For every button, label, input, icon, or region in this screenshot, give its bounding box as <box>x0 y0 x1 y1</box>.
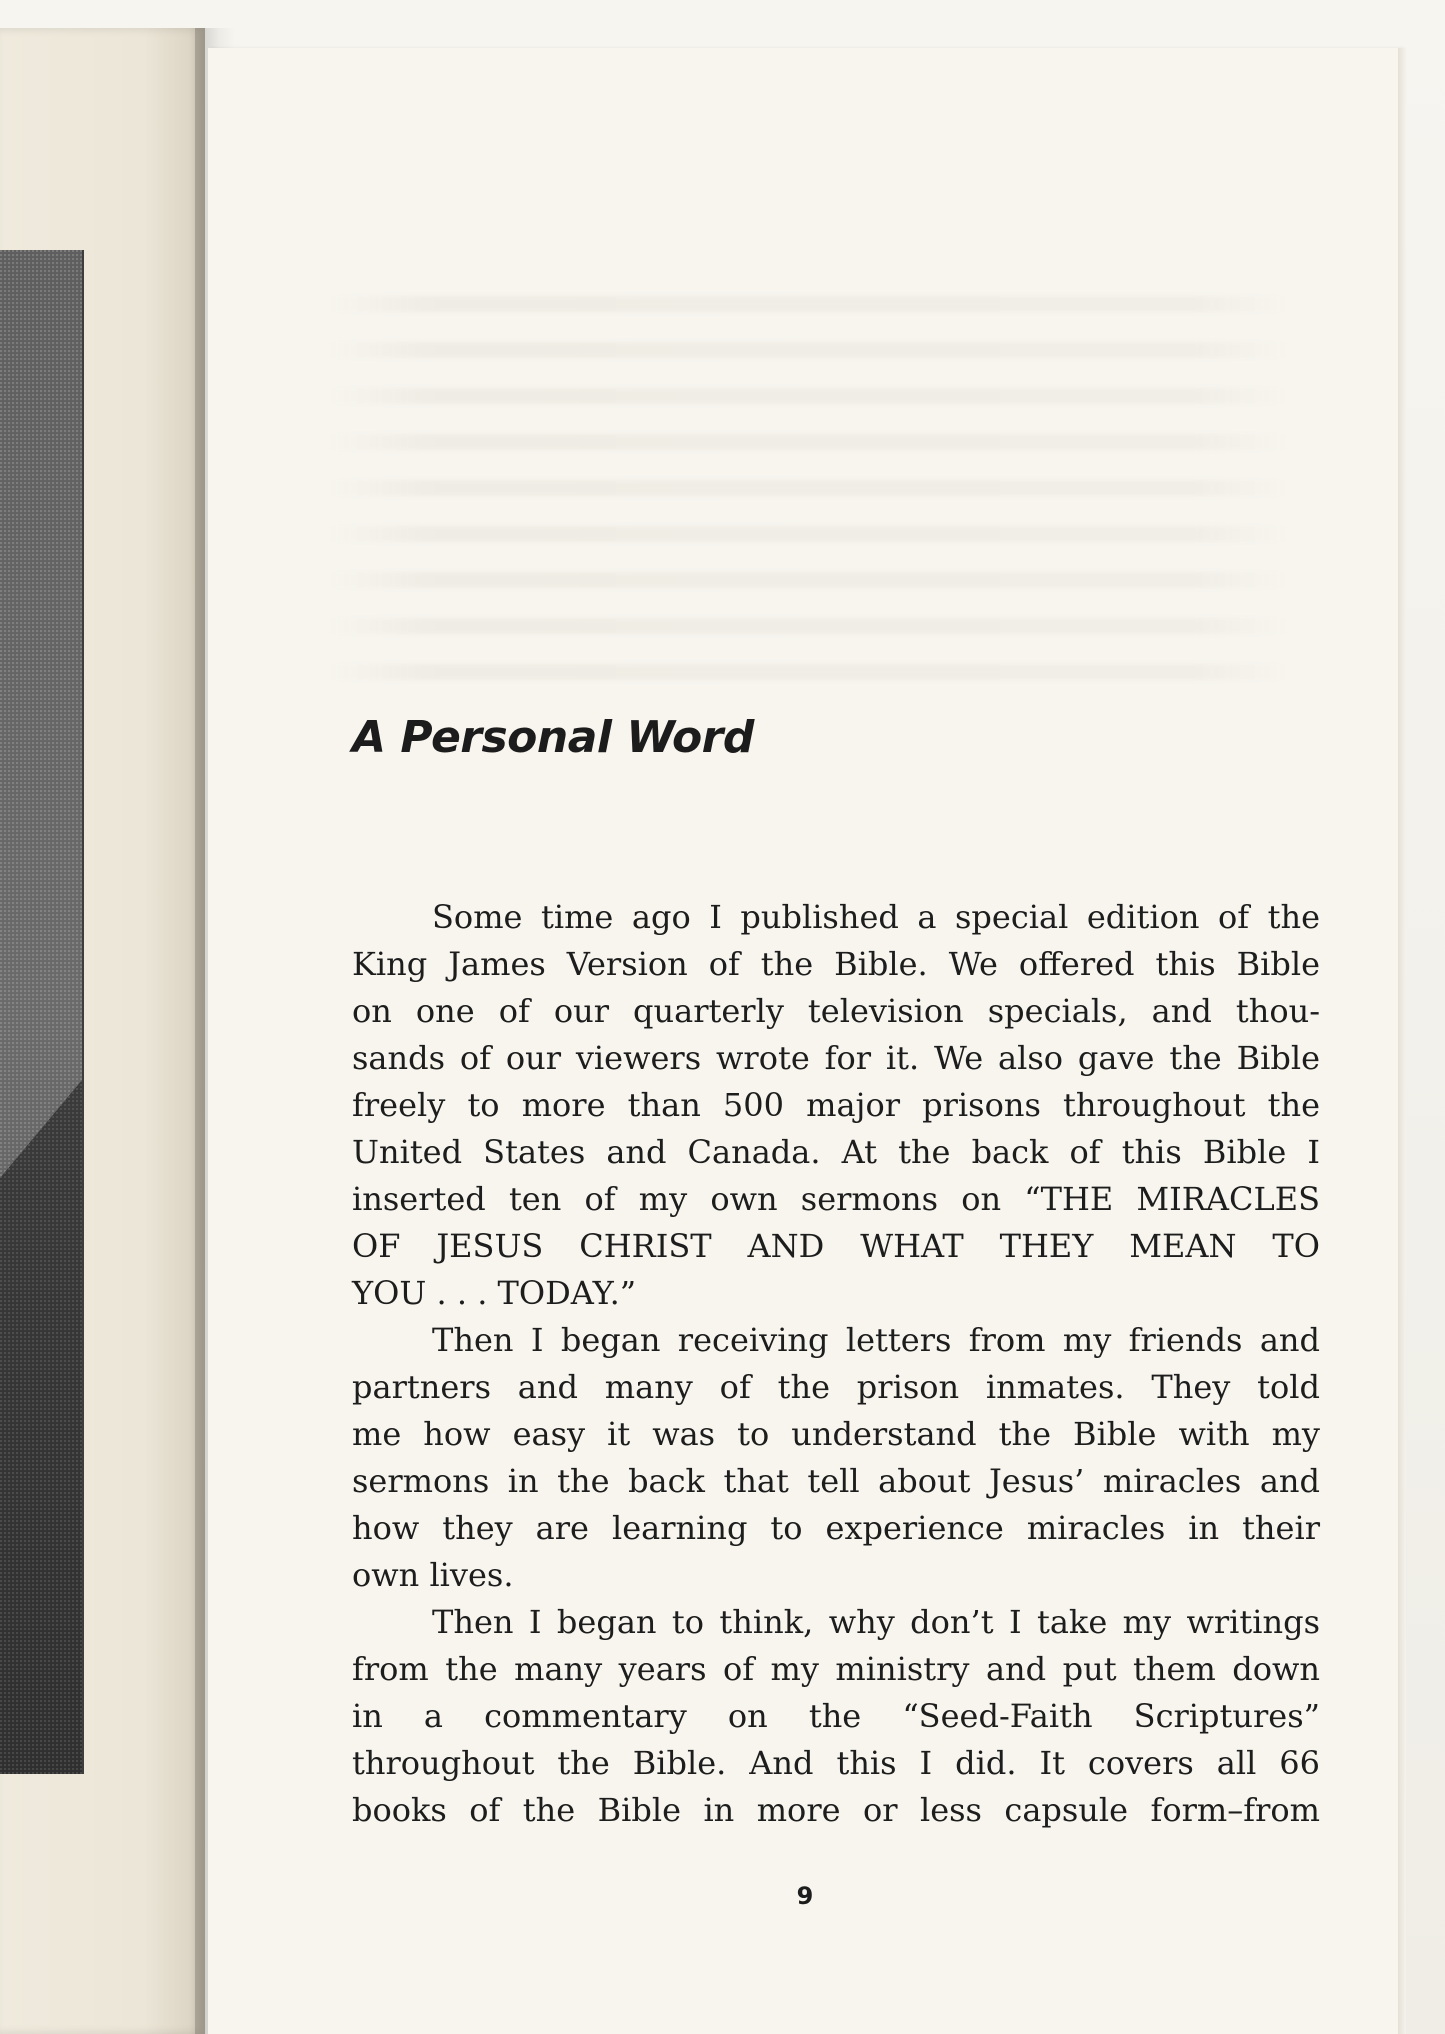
page-number: 9 <box>796 1882 814 1910</box>
text-line: Some time ago I published a special edition of the <box>432 898 1320 936</box>
show-through-line <box>328 296 1288 312</box>
show-through-line <box>328 618 1288 634</box>
show-through-line <box>328 572 1288 588</box>
text-line: throughout the Bible. And this I did. It covers all 66 <box>352 1744 1320 1782</box>
text-line: freely to more than 500 major prisons throughout the <box>352 1086 1320 1124</box>
text-line: United States and Canada. At the back of this Bible I <box>352 1133 1320 1171</box>
text-line: how they are learning to experience miracles in their <box>352 1509 1320 1547</box>
text-line: sands of our viewers wrote for it. We also gave the Bible <box>352 1039 1320 1077</box>
text-line: Then I began receiving letters from my friends and <box>432 1321 1320 1359</box>
show-through-line <box>328 434 1288 450</box>
text-line: YOU . . . TODAY.” <box>352 1274 637 1312</box>
text-line: own lives. <box>352 1556 514 1594</box>
left-facing-page <box>0 28 205 2034</box>
page-heading: A Personal Word <box>352 712 754 763</box>
text-line: in a commentary on the “Seed-Faith Scriptures” <box>352 1697 1320 1735</box>
photo-dark-area <box>0 1080 82 1774</box>
right-page <box>208 48 1402 2034</box>
left-page-photo <box>0 250 84 1774</box>
body-text <box>352 894 1320 1834</box>
text-line: books of the Bible in more or less capsule form–from <box>352 1791 1320 1829</box>
show-through-line <box>328 664 1288 680</box>
text-line: OF JESUS CHRIST AND WHAT THEY MEAN TO <box>352 1227 1320 1265</box>
page-edge <box>1398 48 1406 2034</box>
text-line: partners and many of the prison inmates. They told <box>352 1368 1320 1406</box>
show-through-line <box>328 342 1288 358</box>
text-line: sermons in the back that tell about Jesus’ miracles and <box>352 1462 1320 1500</box>
show-through-line <box>328 526 1288 542</box>
text-line: from the many years of my ministry and put them down <box>352 1650 1320 1688</box>
text-line: me how easy it was to understand the Bible with my <box>352 1415 1320 1453</box>
text-line: inserted ten of my own sermons on “THE MIRACLES <box>352 1180 1320 1218</box>
text-line: King James Version of the Bible. We offered this Bible <box>352 945 1320 983</box>
text-line: on one of our quarterly television specials, and thou- <box>352 992 1320 1030</box>
text-line: Then I began to think, why don’t I take my writings <box>432 1603 1320 1641</box>
show-through-line <box>328 388 1288 404</box>
show-through-line <box>328 480 1288 496</box>
